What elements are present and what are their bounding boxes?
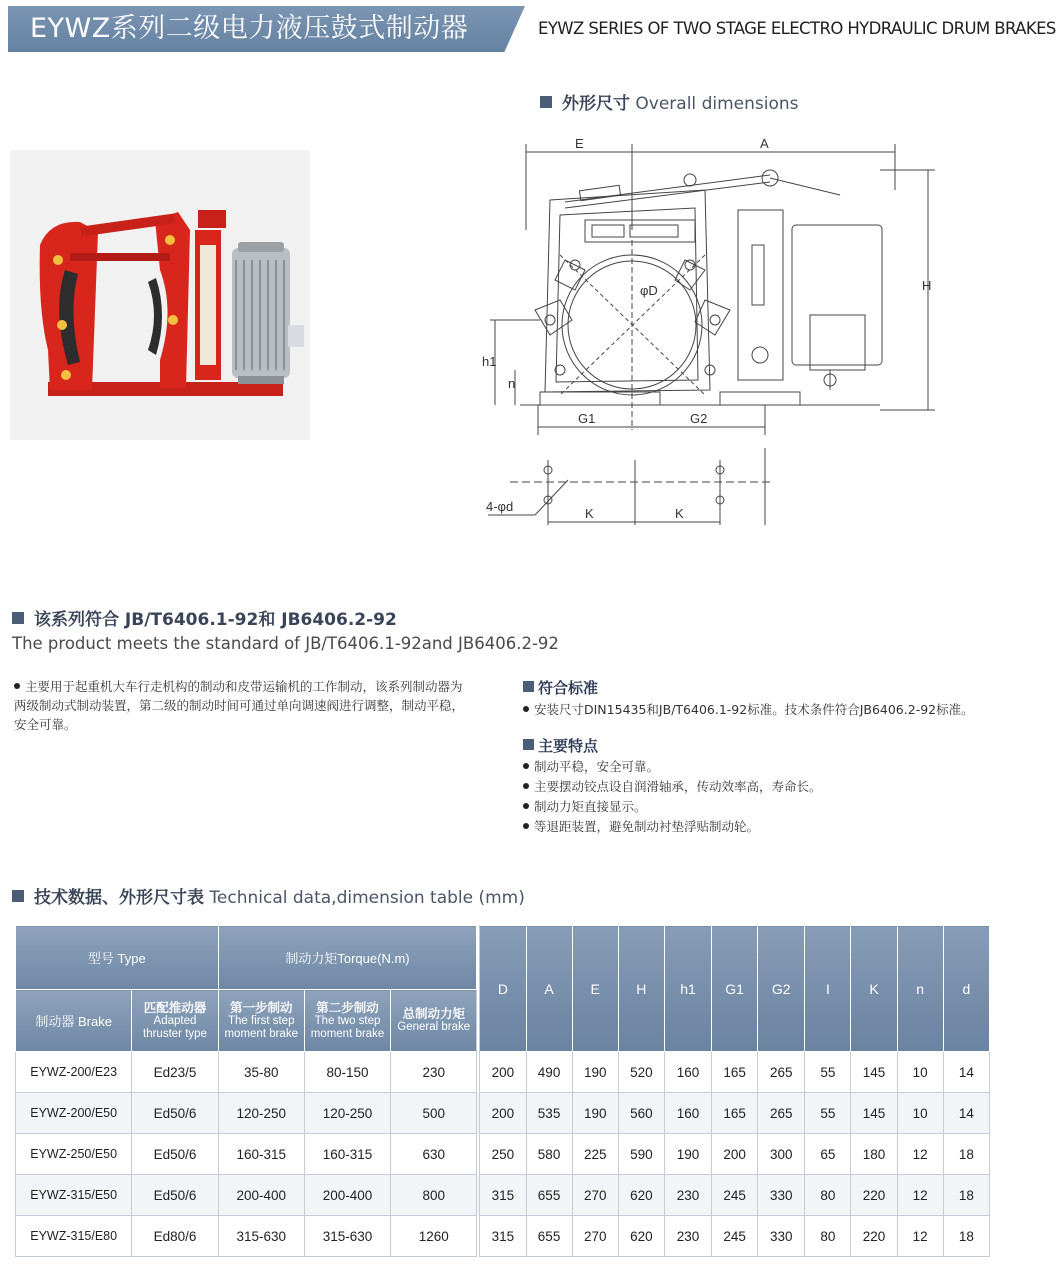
table-cell: 300	[758, 1134, 805, 1175]
table-cell: 330	[758, 1175, 805, 1216]
standard-heading	[12, 609, 397, 631]
bullet-icon	[523, 763, 529, 769]
table-cell: 315	[480, 1175, 526, 1216]
heading-square-icon	[523, 681, 534, 692]
table-cell: 230	[664, 1175, 711, 1216]
brake-header: 制动器 Brake	[16, 990, 132, 1052]
label-K1: K	[585, 506, 594, 521]
table-row	[16, 1216, 990, 1257]
table-cell: 165	[712, 1052, 758, 1093]
bullet-icon	[523, 803, 529, 809]
table-cell: 560	[618, 1093, 664, 1134]
dim-header-I: I	[805, 926, 851, 1052]
brake-product-photo	[10, 150, 310, 440]
table-cell: 270	[572, 1216, 618, 1257]
table-cell: 245	[712, 1216, 758, 1257]
table-cell: 230	[391, 1052, 477, 1093]
table-cell: 655	[526, 1216, 572, 1257]
model-cell: EYWZ-315/E50	[16, 1175, 132, 1216]
table-cell: 120-250	[304, 1093, 390, 1134]
table-cell: 55	[805, 1093, 851, 1134]
table-cell: 160-315	[304, 1134, 390, 1175]
model-cell: EYWZ-315/E80	[16, 1216, 132, 1257]
label-holes: 4-φd	[486, 499, 514, 514]
dim-header-A: A	[526, 926, 572, 1052]
table-cell: 14	[943, 1093, 989, 1134]
table-cell: 230	[664, 1216, 711, 1257]
table-cell: 120-250	[218, 1093, 304, 1134]
compliance-text-row	[523, 700, 998, 719]
table-cell: 500	[391, 1093, 477, 1134]
second-step-header: 第二步制动 The two step moment brake	[304, 990, 390, 1052]
heading-square-icon	[12, 612, 24, 624]
features-heading	[523, 735, 598, 756]
table-row	[16, 1175, 990, 1216]
table-cell: 200-400	[304, 1175, 390, 1216]
table-row	[16, 1134, 990, 1175]
label-E: E	[575, 136, 584, 151]
bullet-icon	[523, 706, 529, 712]
dim-header-D: D	[480, 926, 526, 1052]
description-paragraph	[14, 677, 464, 734]
model-cell: EYWZ-250/E50	[16, 1134, 132, 1175]
dim-header-G2: G2	[758, 926, 805, 1052]
dim-header-h1: h1	[664, 926, 711, 1052]
table-cell: 580	[526, 1134, 572, 1175]
thruster-header: 匹配推动器 Adapted thruster type	[132, 990, 218, 1052]
label-h1: h1	[482, 354, 497, 369]
compliance-heading	[523, 677, 598, 698]
table-cell: 190	[572, 1093, 618, 1134]
bullet-icon	[523, 823, 529, 829]
table-cell: Ed50/6	[132, 1093, 218, 1134]
table-cell: 180	[851, 1134, 897, 1175]
table-cell: 225	[572, 1134, 618, 1175]
table-cell: 200	[712, 1134, 758, 1175]
table-row	[16, 1052, 990, 1093]
label-A: A	[760, 136, 769, 151]
features-list	[523, 757, 993, 837]
table-cell: 200	[480, 1052, 526, 1093]
table-cell: 18	[943, 1216, 989, 1257]
list-item: 制动力矩直接显示。	[523, 797, 993, 817]
dim-header-K: K	[851, 926, 897, 1052]
table-cell: Ed80/6	[132, 1216, 218, 1257]
table-cell: 655	[526, 1175, 572, 1216]
table-heading-en: Technical data,dimension table (mm)	[209, 888, 525, 908]
compliance-heading-text: 符合标准	[538, 679, 599, 697]
table-cell: 80	[805, 1175, 851, 1216]
table-cell: 315-630	[218, 1216, 304, 1257]
label-G2: G2	[690, 411, 708, 426]
table-cell: Ed50/6	[132, 1134, 218, 1175]
dim-header-n: n	[897, 926, 943, 1052]
bullet-icon	[523, 783, 529, 789]
description-text: 主要用于起重机大车行走机构的制动和皮带运输机的工作制动，该系列制动器为两级制动式制动装置，第二级的制动时间可通过单向调速阀进行调整，制动平稳，安全可靠。	[14, 679, 465, 732]
table-cell: 490	[526, 1052, 572, 1093]
heading-square-icon	[540, 96, 552, 108]
table-cell: 250	[480, 1134, 526, 1175]
type-header: 型号 Type	[16, 926, 219, 990]
bullet-icon	[14, 683, 20, 689]
heading-square-icon	[12, 890, 24, 902]
list-item: 等退距装置，避免制动衬垫浮贴制动轮。	[523, 817, 993, 837]
table-cell: 220	[851, 1216, 897, 1257]
features-heading-text: 主要特点	[538, 737, 599, 755]
torque-header: 制动力矩Torque(N.m)	[218, 926, 477, 990]
dimensions-heading-en: Overall dimensions	[635, 94, 799, 114]
compliance-text: 安装尺寸DIN15435和JB/T6406.1-92标准。技术条件符合JB6406.2-92标准。	[534, 702, 974, 717]
table-cell: 165	[712, 1093, 758, 1134]
table-cell: 12	[897, 1134, 943, 1175]
dim-header-G1: G1	[712, 926, 758, 1052]
table-cell: 160	[664, 1093, 711, 1134]
label-phiD: φD	[640, 283, 658, 298]
list-item: 主要摆动铰点设自润滑轴承，传动效率高，寿命长。	[523, 777, 993, 797]
general-brake-header: 总制动力矩 General brake	[391, 990, 477, 1052]
table-cell: 160	[664, 1052, 711, 1093]
table-cell: 145	[851, 1052, 897, 1093]
table-cell: 190	[572, 1052, 618, 1093]
table-cell: 315	[480, 1216, 526, 1257]
table-row	[16, 1093, 990, 1134]
table-cell: 630	[391, 1134, 477, 1175]
table-cell: 220	[851, 1175, 897, 1216]
table-cell: 200	[480, 1093, 526, 1134]
table-cell: Ed23/5	[132, 1052, 218, 1093]
table-cell: 620	[618, 1216, 664, 1257]
label-n: n	[508, 376, 516, 391]
header-title-zh: EYWZ系列二级电力液压鼓式制动器	[30, 13, 469, 44]
table-cell: 330	[758, 1216, 805, 1257]
table-cell: 12	[897, 1216, 943, 1257]
table-cell: 160-315	[218, 1134, 304, 1175]
model-cell: EYWZ-200/E50	[16, 1093, 132, 1134]
table-cell: 620	[618, 1175, 664, 1216]
table-cell: 315-630	[304, 1216, 390, 1257]
table-cell: 10	[897, 1093, 943, 1134]
table-body	[16, 1052, 990, 1257]
table-cell: 265	[758, 1093, 805, 1134]
table-cell: 80-150	[304, 1052, 390, 1093]
dim-header-d: d	[943, 926, 989, 1052]
table-cell: 800	[391, 1175, 477, 1216]
label-G1: G1	[578, 411, 596, 426]
list-item: 制动平稳，安全可靠。	[523, 757, 993, 777]
table-cell: Ed50/6	[132, 1175, 218, 1216]
table-cell: 35-80	[218, 1052, 304, 1093]
table-cell: 65	[805, 1134, 851, 1175]
heading-square-icon	[523, 739, 534, 750]
table-cell: 265	[758, 1052, 805, 1093]
table-cell: 10	[897, 1052, 943, 1093]
header-title-en: EYWZ SERIES OF TWO STAGE ELECTRO HYDRAULIC DRUM BRAKES	[538, 19, 1056, 38]
table-cell: 590	[618, 1134, 664, 1175]
table-cell: 14	[943, 1052, 989, 1093]
standard-heading-zh: 该系列符合 JB/T6406.1-92和 JB6406.2-92	[34, 610, 397, 630]
technical-data-table	[15, 925, 990, 1257]
table-cell: 18	[943, 1175, 989, 1216]
table-heading	[12, 887, 525, 909]
dimension-drawing	[480, 130, 950, 540]
model-cell: EYWZ-200/E23	[16, 1052, 132, 1093]
table-cell: 270	[572, 1175, 618, 1216]
first-step-header: 第一步制动 The first step moment brake	[218, 990, 304, 1052]
label-K2: K	[675, 506, 684, 521]
table-cell: 535	[526, 1093, 572, 1134]
table-cell: 145	[851, 1093, 897, 1134]
table-cell: 18	[943, 1134, 989, 1175]
table-cell: 200-400	[218, 1175, 304, 1216]
table-heading-zh: 技术数据、外形尺寸表	[34, 888, 204, 908]
table-cell: 12	[897, 1175, 943, 1216]
dimensions-heading	[540, 93, 798, 115]
table-cell: 190	[664, 1134, 711, 1175]
table-cell: 55	[805, 1052, 851, 1093]
dim-header-E: E	[572, 926, 618, 1052]
table-cell: 245	[712, 1175, 758, 1216]
table-cell: 520	[618, 1052, 664, 1093]
table-cell: 80	[805, 1216, 851, 1257]
label-H: H	[922, 278, 932, 293]
dim-header-H: H	[618, 926, 664, 1052]
standard-subtitle-en: The product meets the standard of JB/T6406.1-92and JB6406.2-92	[12, 634, 559, 653]
dimensions-heading-zh: 外形尺寸	[562, 94, 630, 114]
table-cell: 1260	[391, 1216, 477, 1257]
